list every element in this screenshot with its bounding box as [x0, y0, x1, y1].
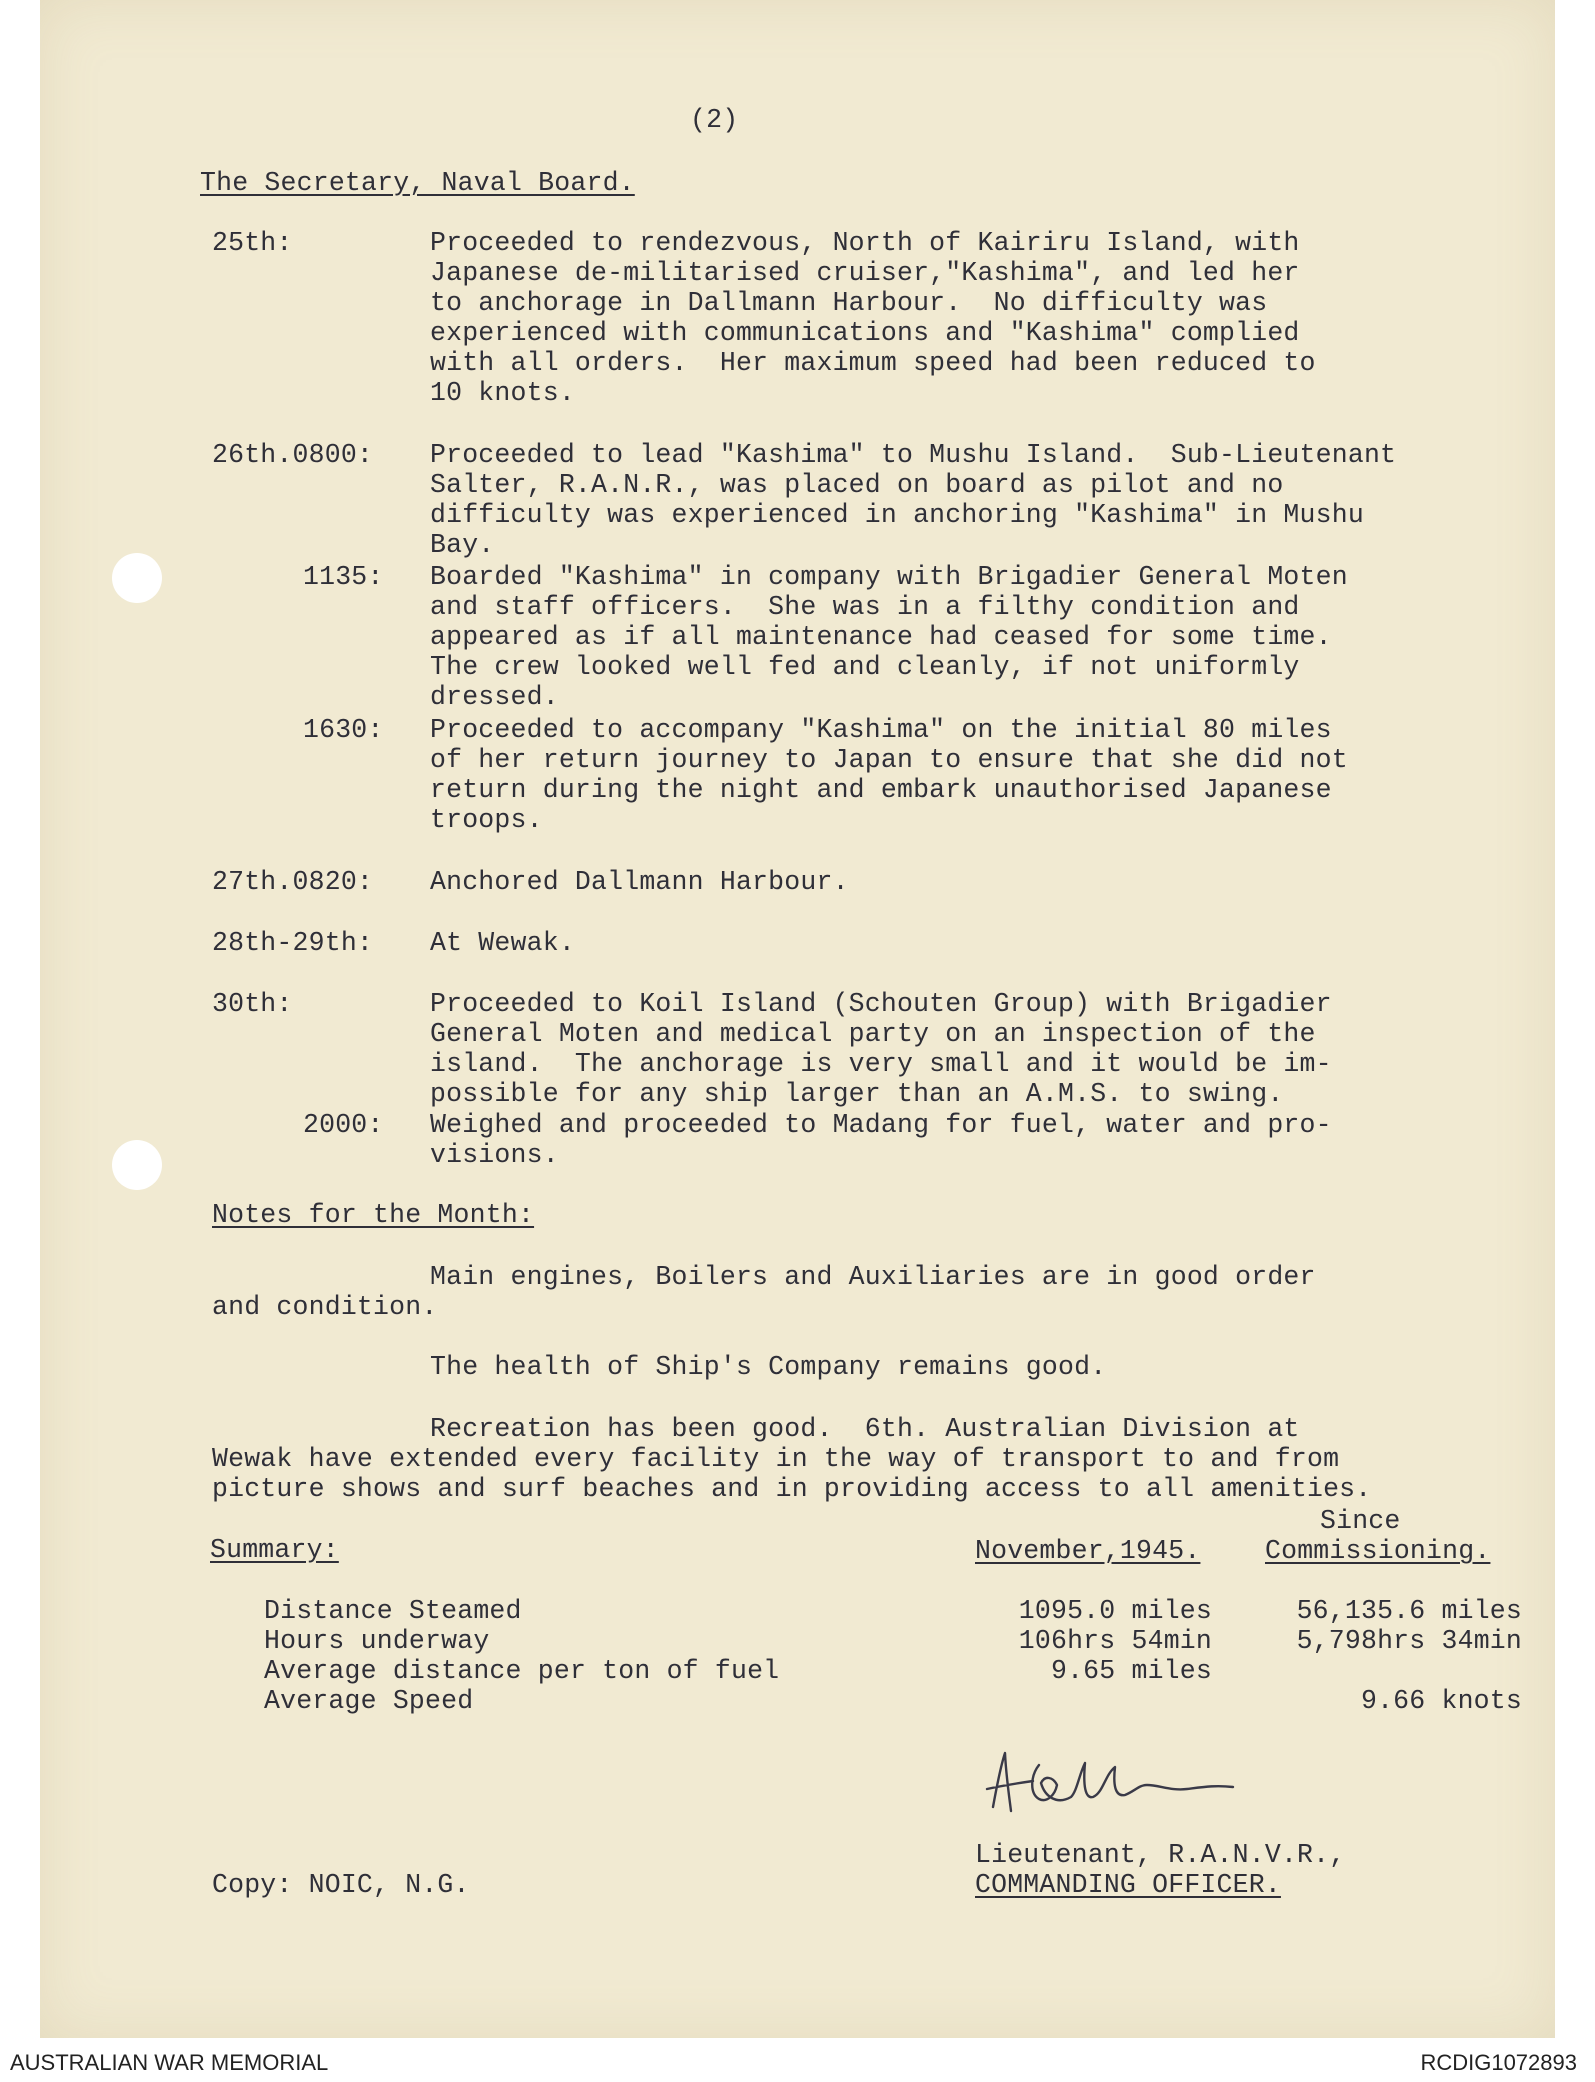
entry-26th-text: Proceeded to lead "Kashima" to Mushu Island. Sub-Lieutenant Salter, R.A.N.R., was placed on board as pilot and no difficulty was experienced in anchoring "Kashima" in Mushu Bay.: [430, 440, 1397, 560]
notes-recreation-line2: Wewak have extended every facility in the way of transport to and from: [212, 1444, 1340, 1474]
punch-hole-top: [112, 553, 162, 603]
entry-date-28th-29th: 28th-29th:: [212, 928, 374, 958]
entry-date-26th: 26th.0800:: [212, 440, 374, 470]
copy-line: Copy: NOIC, N.G.: [212, 1870, 470, 1900]
entry-1135-text: Boarded "Kashima" in company with Brigadier General Moten and staff officers. She was in a filthy condition and appeared as if all maintenance had ceased for some time. The crew looked well fed and cleanly, if not uniformly dressed.: [430, 562, 1348, 712]
entry-30th-text: Proceeded to Koil Island (Schouten Group) with Brigadier General Moten and medical party on an inspection of the island. The anchorage is very small and it would be im- possible for any ship larger than an A.M.S. to swing.: [430, 989, 1332, 1109]
signature-title: COMMANDING OFFICER.: [975, 1870, 1281, 1900]
footer-identifier: RCDIG1072893: [1420, 2050, 1577, 2075]
summary-since-label: Since: [1320, 1506, 1401, 1536]
notes-recreation-line1: Recreation has been good. 6th. Australian Division at: [430, 1414, 1300, 1444]
summary-row-label: Average Speed: [264, 1686, 474, 1716]
entry-28th-29th-text: At Wewak.: [430, 928, 575, 958]
summary-row-label: Average distance per ton of fuel: [264, 1656, 780, 1686]
entry-time-1630: 1630:: [303, 715, 384, 745]
notes-health: The health of Ship's Company remains good.: [430, 1352, 1107, 1382]
summary-heading: Summary:: [210, 1535, 339, 1565]
signature-rank: Lieutenant, R.A.N.V.R.,: [975, 1840, 1346, 1870]
summary-commissioning-header: Commissioning.: [1265, 1536, 1491, 1566]
summary-row-total: 56,135.6 miles: [1296, 1596, 1522, 1626]
signature-icon: [975, 1745, 1245, 1825]
notes-engines-line1: Main engines, Boilers and Auxiliaries are in good order: [430, 1262, 1316, 1292]
entry-time-1135: 1135:: [303, 562, 384, 592]
entry-date-30th: 30th:: [212, 989, 293, 1019]
entry-time-2000: 2000:: [303, 1110, 384, 1140]
entry-2000-text: Weighed and proceeded to Madang for fuel, water and pro- visions.: [430, 1110, 1332, 1170]
summary-row-total: 5,798hrs 34min: [1296, 1626, 1522, 1656]
entry-date-27th: 27th.0820:: [212, 867, 374, 897]
footer-source: AUSTRALIAN WAR MEMORIAL: [10, 2050, 329, 2075]
summary-row-label: Distance Steamed: [264, 1596, 522, 1626]
notes-engines-line2: and condition.: [212, 1292, 438, 1322]
notes-recreation-line3: picture shows and surf beaches and in providing access to all amenities.: [212, 1474, 1372, 1504]
entry-date-25th: 25th:: [212, 228, 293, 258]
addressee: The Secretary, Naval Board.: [200, 168, 635, 198]
summary-row-month: 106hrs 54min: [1018, 1626, 1212, 1656]
entry-27th-text: Anchored Dallmann Harbour.: [430, 867, 849, 897]
summary-row-month: 9.65 miles: [1050, 1656, 1212, 1686]
summary-row-total: 9.66 knots: [1360, 1686, 1522, 1716]
entry-1630-text: Proceeded to accompany "Kashima" on the initial 80 miles of her return journey to Japan to ensure that she did not return during the night and embark unauthorised Japanese troops.: [430, 715, 1348, 835]
entry-25th-text: Proceeded to rendezvous, North of Kairiru Island, with Japanese de-militarised cruiser,"Kashima", and led her to anchorage in Dallmann Harbour. No difficulty was experienced with communications and "Kashima" complied with all orders. Her maximum speed had been reduced to 10 knots.: [430, 228, 1316, 408]
summary-row-month: 1095.0 miles: [1018, 1596, 1212, 1626]
summary-row-label: Hours underway: [264, 1626, 490, 1656]
notes-heading: Notes for the Month:: [212, 1200, 535, 1230]
punch-hole-bottom: [112, 1140, 162, 1190]
page-number: (2): [690, 105, 739, 135]
summary-month-header: November,1945.: [975, 1536, 1201, 1566]
